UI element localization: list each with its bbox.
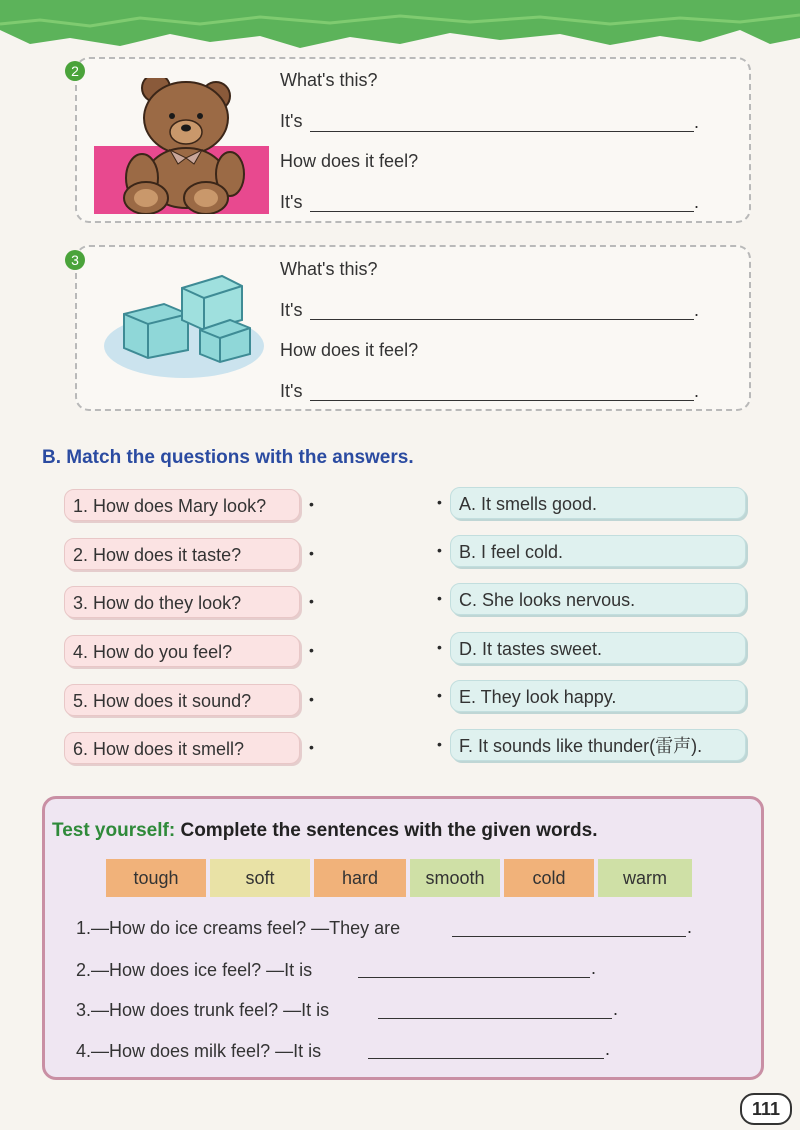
sentence-period-4: .	[605, 1039, 611, 1059]
match-dot-left-2[interactable]: •	[309, 545, 314, 561]
match-dot-left-5[interactable]: •	[309, 691, 314, 707]
word-tile-hard: hard	[314, 859, 406, 897]
question-how-feel-3: How does it feel?	[280, 340, 419, 360]
test-yourself-instruction: Complete the sentences with the given words.	[180, 820, 598, 841]
question-what-is-this-2: What's this?	[280, 70, 378, 90]
word-tile-cold: cold	[504, 859, 594, 897]
match-question-2[interactable]: 2. How does it taste?	[64, 538, 300, 570]
answer-label-2a: It's	[280, 111, 303, 131]
answer-period-3b: .	[694, 381, 700, 401]
match-dot-right-e[interactable]: •	[437, 687, 442, 703]
word-tile-warm: warm	[598, 859, 692, 897]
match-question-3[interactable]: 3. How do they look?	[64, 586, 300, 618]
test-yourself-title	[52, 820, 598, 842]
question-what-is-this-3: What's this?	[280, 259, 378, 279]
page-number: 111	[740, 1093, 792, 1125]
answer-blank-2a[interactable]	[310, 131, 694, 132]
match-dot-right-b[interactable]: •	[437, 542, 442, 558]
ice-cubes-image	[104, 268, 264, 380]
answer-period-2b: .	[694, 192, 700, 212]
word-tile-soft: soft	[210, 859, 310, 897]
teddy-bear-image	[94, 78, 269, 214]
number-badge-3: 3	[65, 250, 85, 270]
match-answer-f[interactable]: F. It sounds like thunder(雷声).	[450, 729, 746, 761]
match-dot-right-f[interactable]: •	[437, 736, 442, 752]
sentence-period-2: .	[591, 958, 597, 978]
match-answer-a[interactable]: A. It smells good.	[450, 487, 746, 519]
answer-label-3a: It's	[280, 300, 303, 320]
match-dot-right-d[interactable]: •	[437, 639, 442, 655]
sentence-1: 1.—How do ice creams feel? —They are	[76, 918, 401, 938]
sentence-blank-4[interactable]	[368, 1058, 604, 1059]
match-question-6[interactable]: 6. How does it smell?	[64, 732, 300, 764]
section-b-title: B. Match the questions with the answers.	[42, 447, 414, 468]
question-how-feel-2: How does it feel?	[280, 151, 419, 171]
sentence-period-3: .	[613, 999, 619, 1019]
match-question-5[interactable]: 5. How does it sound?	[64, 684, 300, 716]
sentence-blank-2[interactable]	[358, 977, 590, 978]
grass-header	[0, 0, 800, 60]
match-answer-c[interactable]: C. She looks nervous.	[450, 583, 746, 615]
match-dot-left-3[interactable]: •	[309, 593, 314, 609]
sentence-blank-1[interactable]	[452, 936, 686, 937]
test-yourself-label: Test yourself:	[52, 820, 176, 841]
match-question-4[interactable]: 4. How do you feel?	[64, 635, 300, 667]
match-dot-left-4[interactable]: •	[309, 642, 314, 658]
answer-period-3a: .	[694, 300, 700, 320]
sentence-2: 2.—How does ice feel? —It is	[76, 960, 313, 980]
sentence-blank-3[interactable]	[378, 1018, 612, 1019]
word-tile-smooth: smooth	[410, 859, 500, 897]
sentence-4: 4.—How does milk feel? —It is	[76, 1041, 322, 1061]
answer-label-3b: It's	[280, 381, 303, 401]
match-dot-left-1[interactable]: •	[309, 496, 314, 512]
match-answer-b[interactable]: B. I feel cold.	[450, 535, 746, 567]
match-dot-right-c[interactable]: •	[437, 590, 442, 606]
answer-blank-3b[interactable]	[310, 400, 694, 401]
answer-label-2b: It's	[280, 192, 303, 212]
match-answer-d[interactable]: D. It tastes sweet.	[450, 632, 746, 664]
match-question-1[interactable]: 1. How does Mary look?	[64, 489, 300, 521]
sentence-3: 3.—How does trunk feel? —It is	[76, 1000, 330, 1020]
match-answer-e[interactable]: E. They look happy.	[450, 680, 746, 712]
match-dot-right-a[interactable]: •	[437, 494, 442, 510]
answer-blank-3a[interactable]	[310, 319, 694, 320]
word-tile-tough: tough	[106, 859, 206, 897]
answer-blank-2b[interactable]	[310, 211, 694, 212]
sentence-period-1: .	[687, 917, 693, 937]
answer-period-2a: .	[694, 112, 700, 132]
match-dot-left-6[interactable]: •	[309, 739, 314, 755]
number-badge-2: 2	[65, 61, 85, 81]
